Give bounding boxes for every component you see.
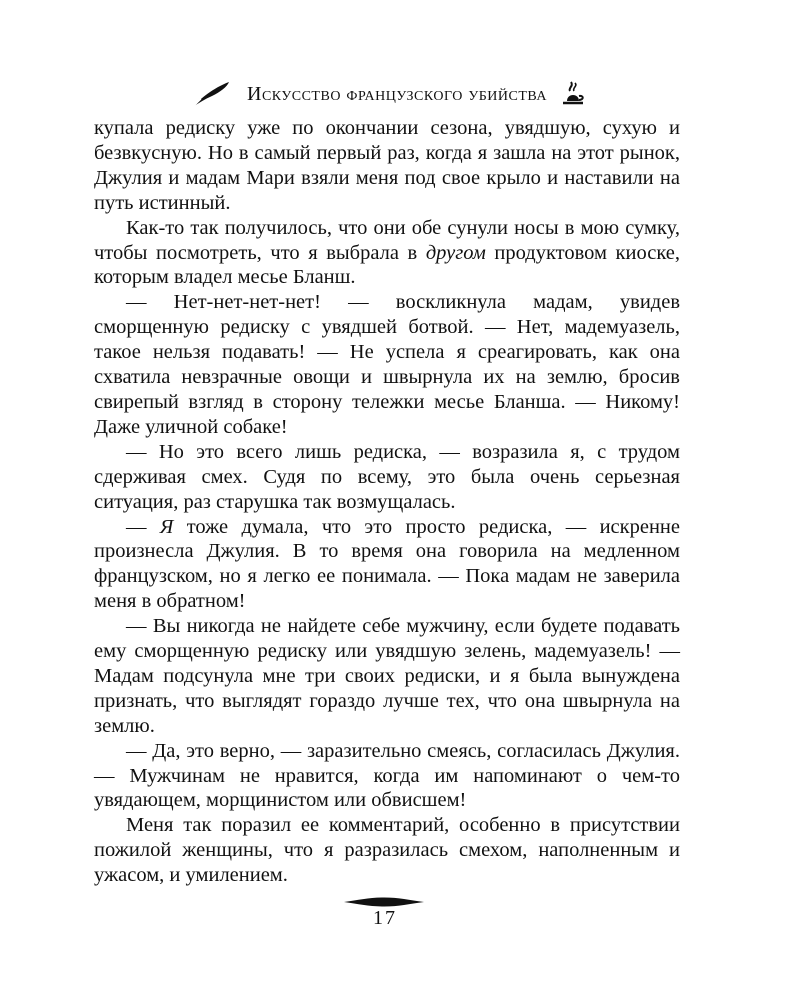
paragraph [94,440,680,515]
italic-emphasis: Я [159,515,174,538]
text-run: — Вы никогда не найдете себе мужчину, если будете подавать ему сморщенную редиску или увядшую зелень, мадемуазель! — Мадам подсунула мне три своих редиски, и я была вынуждена признать, что выглядят гораздо лучше тех, что она швырнула на землю. [94,615,680,737]
pen-nib-icon [191,79,235,109]
teacup-icon [559,79,589,109]
paragraph [94,813,680,888]
page-number: 17 [373,907,397,929]
text-run: — Но это всего лишь редиска, — возразила я, с трудом сдерживая смех. Судя по всему, это была очень серьезная ситуация, раз старушка так возмущалась. [94,440,680,513]
text-run: — Да, это верно, — заразительно смеясь, согласилась Джулия. — Мужчинам не нравится, когда им напоминают о чем-то увядающем, морщинистом или обвисшем! [94,739,680,812]
text-run: Меня так поразил ее комментарий, особенно в присутствии пожилой женщины, что я разразилась смехом, наполненным и ужасом, и умилением. [94,814,680,887]
page-body-text [94,116,680,888]
text-run: продуктовом киоске, которым владел месье Бланш. [94,241,680,289]
paragraph [94,116,680,216]
text-run: — Нет-нет-нет-нет! — воскликнула мадам, увидев сморщенную редиску с увядшей ботвой. — Нет, мадемуазель, такое нельзя подавать! — Не успела я среагировать, как она схватила невзрачные овощи и швырнула их на землю, бросив свирепый взгляд в сторону тележки месье Бланша. — Никому! Даже уличной собаке! [94,291,680,438]
italic-emphasis: другом [425,241,486,264]
ornament-icon [344,897,424,907]
running-header [160,74,620,114]
paragraph [94,290,680,439]
paragraph [94,216,680,291]
paragraph [94,739,680,814]
text-run: купала редиску уже по окончании сезона, увядшую, сухую и безвкусную. Но в самый первый раз, когда я зашла на этот рынок, Джулия и мадам Мари взяли меня под свое крыло и наставили на путь истинный. [94,117,680,214]
text-run: — [126,515,160,538]
text-run: тоже думала, что это просто редиска, — искренне произнесла Джулия. В то время она говорила на медленном французском, но я легко ее понимала. — Пока мадам не заверила меня в обратном! [94,515,680,613]
paragraph [94,515,680,615]
running-header-title: Искусство французского убийства [247,82,547,105]
text-run: Как-то так получилось, что они обе сунули носы в мою сумку, чтобы посмотреть, что я выбрала в [94,216,680,264]
paragraph [94,614,680,739]
